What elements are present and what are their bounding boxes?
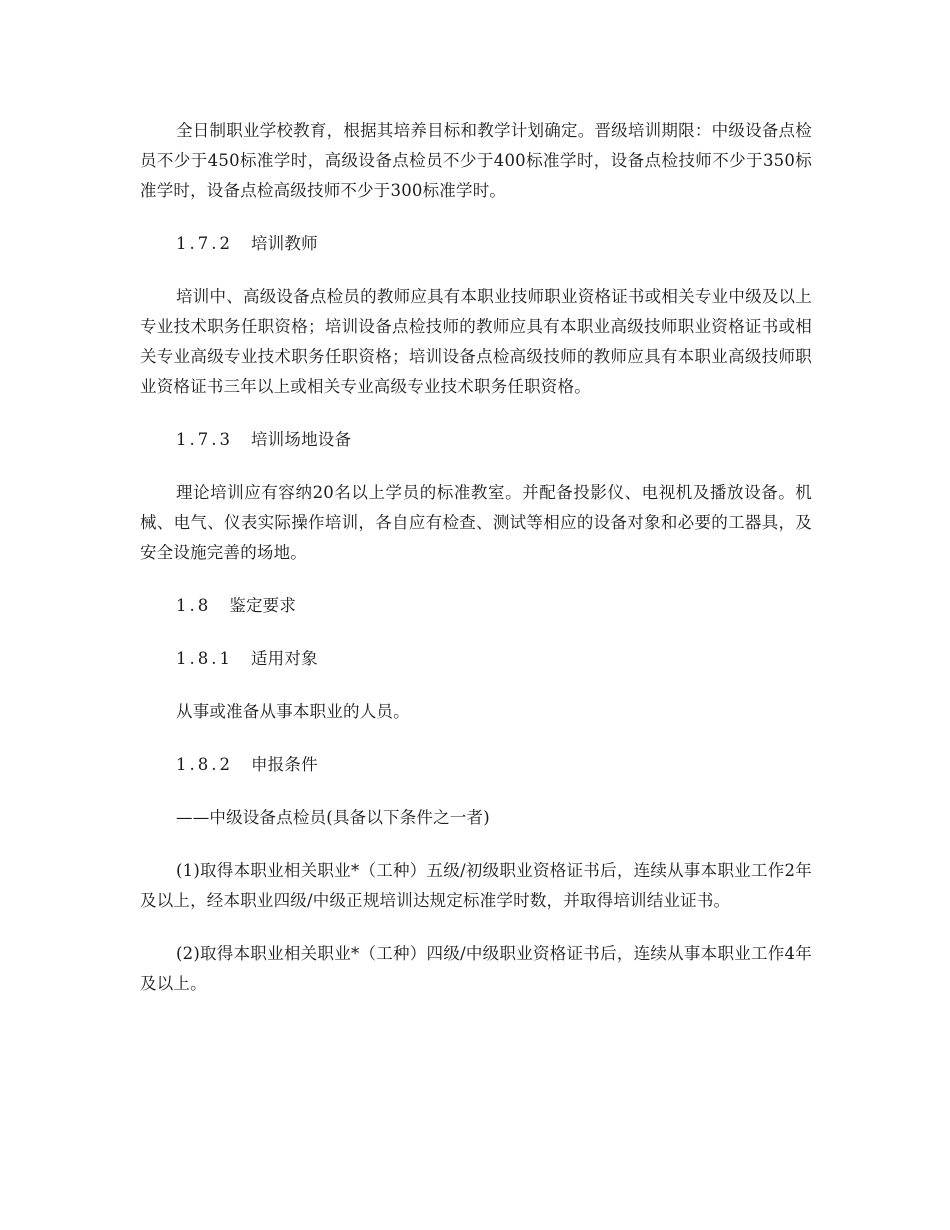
section-title: 培训场地设备 — [250, 430, 352, 449]
paragraph-condition-2: (2)取得本职业相关职业*（工种）四级/中级职业资格证书后，连续从事本职业工作4年及以上。 — [140, 944, 812, 993]
paragraph-training-facilities: 理论培训应有容纳20名以上学员的标准教室。并配备投影仪、电视机及播放设备。机械、电气、仪表实际操作培训，各自应有检查、测试等相应的设备对象和必要的工器具，及安全设施完善的场地。 — [140, 483, 812, 562]
section-number: 1.8 — [176, 596, 212, 615]
section-title: 培训教师 — [250, 234, 318, 253]
paragraph-applicable-persons: 从事或准备从事本职业的人员。 — [176, 702, 410, 721]
section-number: 1.8.1 — [176, 649, 233, 668]
section-title: 申报条件 — [250, 755, 318, 774]
paragraph-training-duration: 全日制职业学校教育，根据其培养目标和教学计划确定。晋级培训期限：中级设备点检员不少于450标准学时，高级设备点检员不少于400标准学时，设备点检技师不少于350标准学时，设备点检高级技师不少于300标准学时。 — [140, 121, 812, 200]
paragraph-training-teachers: 培训中、高级设备点检员的教师应具有本职业技师职业资格证书或相关专业中级及以上专业技术职务任职资格；培训设备点检技师的教师应具有本职业高级技师职业资格证书或相关专业高级专业技术职务任职资格；培训设备点检高级技师的教师应具有本职业高级技师职业资格证书三年以上或相关专业高级专业技术职务任职资格。 — [140, 287, 812, 396]
section-title: 鉴定要求 — [229, 596, 297, 615]
section-number: 1.8.2 — [176, 755, 233, 774]
section-title: 适用对象 — [250, 649, 318, 668]
document-page — [140, 116, 812, 1022]
heading-1-7-3 — [140, 425, 812, 455]
heading-1-8 — [140, 591, 812, 621]
section-number: 1.7.3 — [176, 430, 233, 449]
paragraph-intermediate-condition-intro: ——中级设备点检员(具备以下条件之一者) — [176, 808, 490, 827]
heading-1-8-1 — [140, 644, 812, 674]
section-number: 1.7.2 — [176, 234, 233, 253]
heading-1-7-2 — [140, 229, 812, 259]
paragraph-condition-1: (1)取得本职业相关职业*（工种）五级/初级职业资格证书后，连续从事本职业工作2年及以上，经本职业四级/中级正规培训达规定标准学时数，并取得培训结业证书。 — [140, 861, 812, 910]
heading-1-8-2 — [140, 750, 812, 780]
